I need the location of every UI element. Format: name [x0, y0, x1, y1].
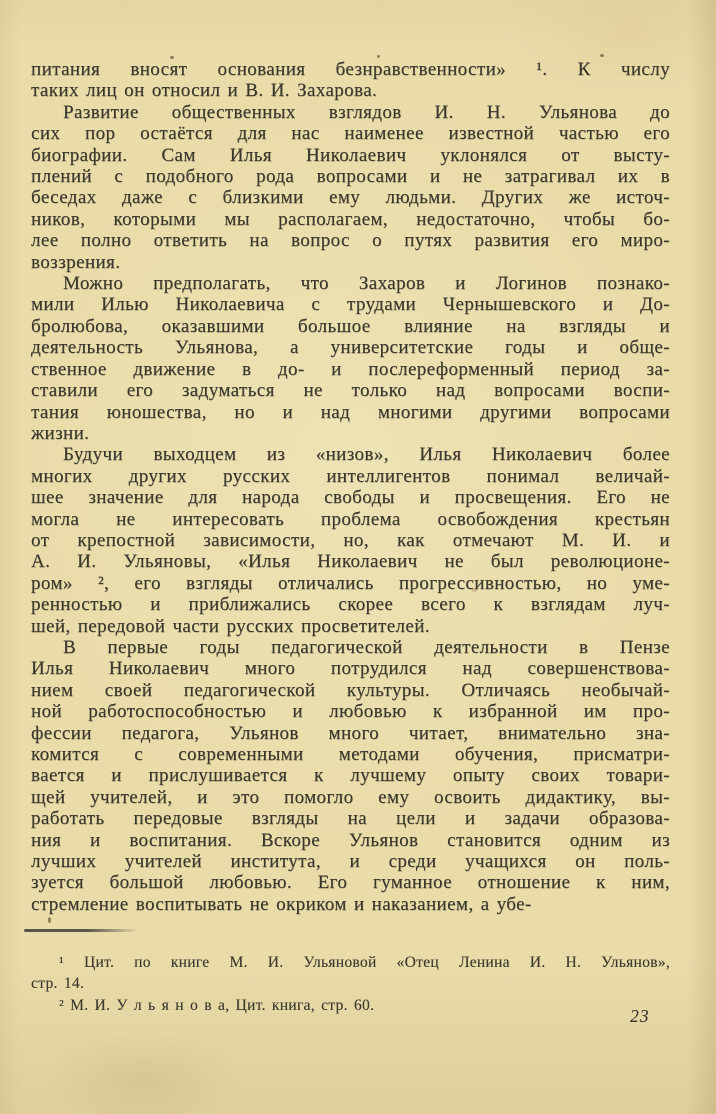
text-line: шее значение для народа свободы и просвещения. Его не [31, 487, 670, 509]
text-line: Илья Николаевич много потрудился над совершенствова- [31, 658, 670, 680]
text-line: жизни. [31, 422, 90, 444]
text-line: бролюбова, оказавшими большое влияние на взгляды и [31, 315, 670, 337]
footnote [31, 997, 670, 1018]
text-line: таких лиц он относил и В. И. Захарова. [31, 80, 378, 102]
text-line: ром» ², его взгляды отличались прогрессивностью, но уме- [31, 572, 670, 594]
text-line: лучших учителей института, и среди учащихся он поль- [31, 851, 670, 873]
text-line: тания юношества, но и над многими другими вопросами [31, 401, 670, 423]
text-line: плений с подобного рода вопросами и не затрагивал их в [31, 166, 670, 188]
paragraph [31, 59, 670, 102]
text-line: ¹ Цит. по книге М. И. Ульяновой «Отец Ленина И. Н. Ульянов», [59, 954, 670, 971]
text-line: ния и воспитания. Вскоре Ульянов становится одним из [31, 829, 670, 851]
text-line: питания вносят основания безнравственности» ¹. К числу [31, 59, 670, 80]
text-line: ников, которыми мы располагаем, недостаточно, чтобы бо- [31, 208, 670, 230]
text-line: стремление воспитывать не окриком и наказанием, а убе- [31, 893, 532, 915]
paragraph [31, 637, 670, 915]
text-line: беседах даже с близкими ему людьми. Других же источ- [31, 187, 670, 209]
text-line: ставили его задуматься не только над вопросами воспи- [31, 380, 670, 402]
page-number: 23 [630, 1006, 650, 1026]
paragraph [31, 444, 670, 637]
text-line: мили Илью Николаевича с трудами Чернышевского и До- [31, 294, 670, 316]
text-line: ренностью и приближались скорее всего к взглядам луч- [31, 594, 670, 616]
text-line: деятельность Ульянова, а университетские годы и обще- [31, 337, 670, 359]
text-line: стр. 14. [31, 975, 85, 993]
text-line: комится с современными методами обучения, присматри- [31, 744, 670, 765]
text-line: В первые годы педагогической деятельности в Пензе [63, 636, 670, 658]
text-line: Можно предполагать, что Захаров и Логинов познако- [63, 273, 670, 295]
scan-speck [600, 54, 604, 57]
paragraph [31, 102, 670, 273]
text-line: Будучи выходцем из «низов», Илья Николаевич более [63, 444, 670, 466]
text-line: нием своей педагогической культуры. Отличаясь необычай- [31, 679, 670, 701]
text-line: зуется большой любовью. Его гуманное отношение к ним, [31, 872, 670, 894]
text-line: фессии педагога, Ульянов много читает, внимательно зна- [31, 722, 670, 744]
scan-speck [48, 917, 51, 923]
text-line: от крепостной зависимости, но, как отмечают М. И. и [31, 529, 670, 551]
text-line: работать передовые взгляды на цели и задачи образова- [31, 808, 670, 830]
text-line: биографии. Сам Илья Николаевич уклонялся от высту- [31, 144, 670, 166]
text-line: могла не интересовать проблема освобождения крестьян [31, 508, 670, 530]
text-line: шей, передовой части русских просветителей. [31, 615, 430, 637]
text-line: ной работоспособностью и любовью к избранной им про- [31, 701, 670, 723]
page-body-text [31, 59, 670, 915]
paragraph [31, 273, 670, 444]
footnote [31, 954, 670, 997]
text-line: ² М. И. У л ь я н о в а, Цит. книга, стр. 60. [59, 996, 375, 1014]
text-line: сих пор остаётся для нас наименее известной частью его [31, 123, 670, 145]
footnotes [31, 954, 670, 1018]
footnote-separator [24, 929, 138, 932]
text-line: ственное движение в до- и послереформенный период за- [31, 358, 670, 380]
text-line: А. И. Ульяновы, «Илья Николаевич не был революционе- [31, 551, 670, 573]
text-line: вается и прислушивается к лучшему опыту своих товари- [31, 765, 670, 787]
text-line: воззрения. [31, 251, 121, 273]
text-line: Развитие общественных взглядов И. Н. Ульянова до [63, 101, 670, 123]
text-line: лее полно ответить на вопрос о путях развития его миро- [31, 230, 670, 252]
scan-speck [377, 55, 380, 58]
text-line: многих других русских интеллигентов понимал величай- [31, 465, 670, 487]
text-line: щей учителей, и это помогло ему освоить дидактику, вы- [31, 786, 670, 808]
